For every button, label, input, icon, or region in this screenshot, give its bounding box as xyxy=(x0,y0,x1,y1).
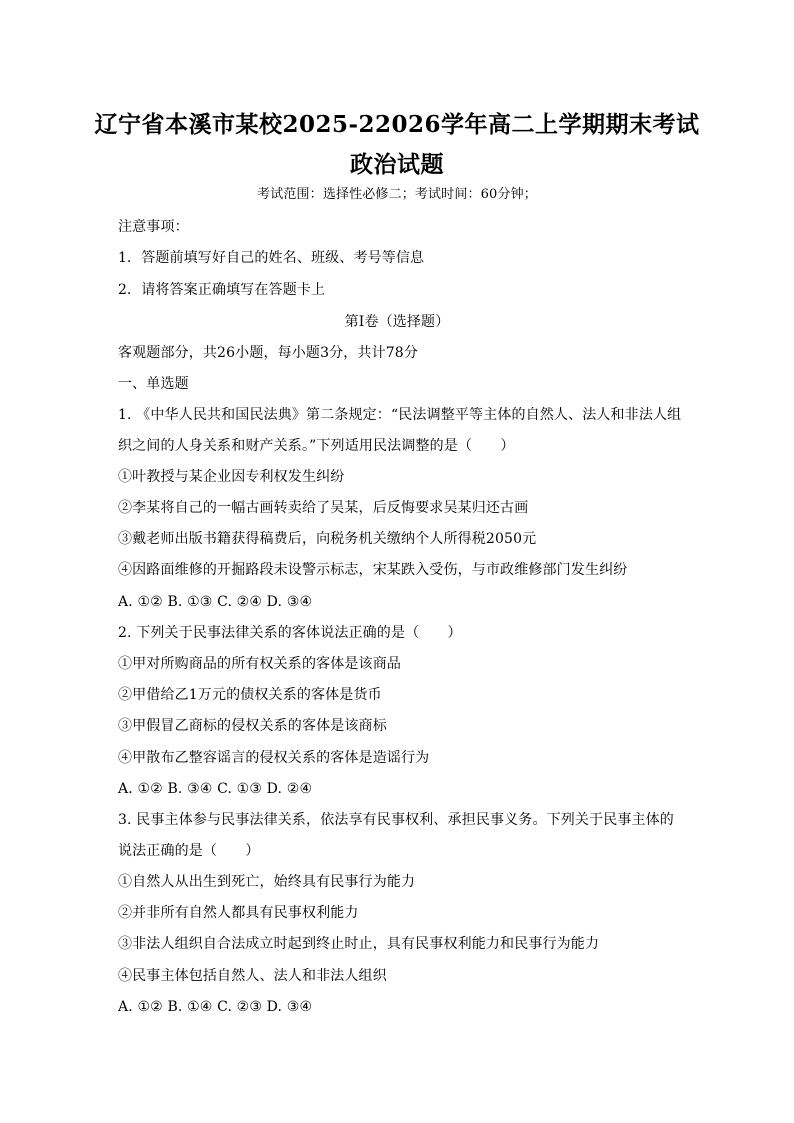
question-1-stem: 1. 《中华人民共和国民法典》第二条规定：“民法调整平等主体的自然人、法人和非法人组 xyxy=(118,407,682,423)
question-3-stem: 3. 民事主体参与民事法律关系，依法享有民事权利、承担民事义务。下列关于民事主体的 xyxy=(118,812,674,828)
exam-subtitle: 政治试题 xyxy=(350,151,444,178)
question-1-option: ①叶教授与某企业因专利权发生纠纷 xyxy=(118,469,345,485)
question-1-option: ③戴老师出版书籍获得稿费后，向税务机关缴纳个人所得税2050元 xyxy=(118,531,537,547)
question-2-option: ③甲假冒乙商标的侵权关系的客体是该商标 xyxy=(118,718,387,734)
question-3-stem: 说法正确的是（ ） xyxy=(118,843,260,859)
question-3-option: ②并非所有自然人都具有民事权利能力 xyxy=(118,905,359,921)
exam-title: 辽宁省本溪市某校2025-22026学年高二上学期期末考试 xyxy=(94,111,700,138)
question-2-stem: 2. 下列关于民事法律关系的客体说法正确的是（ ） xyxy=(118,625,462,641)
note-item: 2．请将答案正确填写在答题卡上 xyxy=(118,282,326,298)
question-1-option: ④因路面维修的开掘路段未设警示标志，宋某跌入受伤，与市政维修部门发生纠纷 xyxy=(118,562,628,578)
question-2-answers: A. ①② B. ③④ C. ①③ D. ②④ xyxy=(118,781,313,797)
question-1-option: ②李某将自己的一幅古画转卖给了吴某，后反悔要求吴某归还古画 xyxy=(118,500,529,516)
exam-info: 考试范围：选择性必修二；考试时间：60分钟； xyxy=(257,187,537,202)
note-item: 1．答题前填写好自己的姓名、班级、考号等信息 xyxy=(118,250,425,266)
notes-heading: 注意事项： xyxy=(118,219,189,235)
question-type-heading: 一、单选题 xyxy=(118,376,189,392)
question-3-answers: A. ①② B. ①④ C. ②③ D. ③④ xyxy=(118,999,313,1015)
question-3-option: ③非法人组织自合法成立时起到终止时止，具有民事权利能力和民事行为能力 xyxy=(118,936,600,952)
section-summary: 客观题部分，共26小题，每小题3分，共计78分 xyxy=(118,345,418,361)
question-1-answers: A. ①② B. ①③ C. ②④ D. ③④ xyxy=(118,594,313,610)
section-title: 第I卷（选择题） xyxy=(344,314,450,330)
question-1-stem: 织之间的人身关系和财产关系。”下列适用民法调整的是（ ） xyxy=(118,438,515,454)
question-3-option: ①自然人从出生到死亡，始终具有民事行为能力 xyxy=(118,874,416,890)
question-2-option: ①甲对所购商品的所有权关系的客体是该商品 xyxy=(118,656,401,672)
question-3-option: ④民事主体包括自然人、法人和非法人组织 xyxy=(118,968,387,984)
question-2-option: ④甲散布乙整容谣言的侵权关系的客体是造谣行为 xyxy=(118,750,430,766)
question-2-option: ②甲借给乙1万元的债权关系的客体是货币 xyxy=(118,687,382,703)
